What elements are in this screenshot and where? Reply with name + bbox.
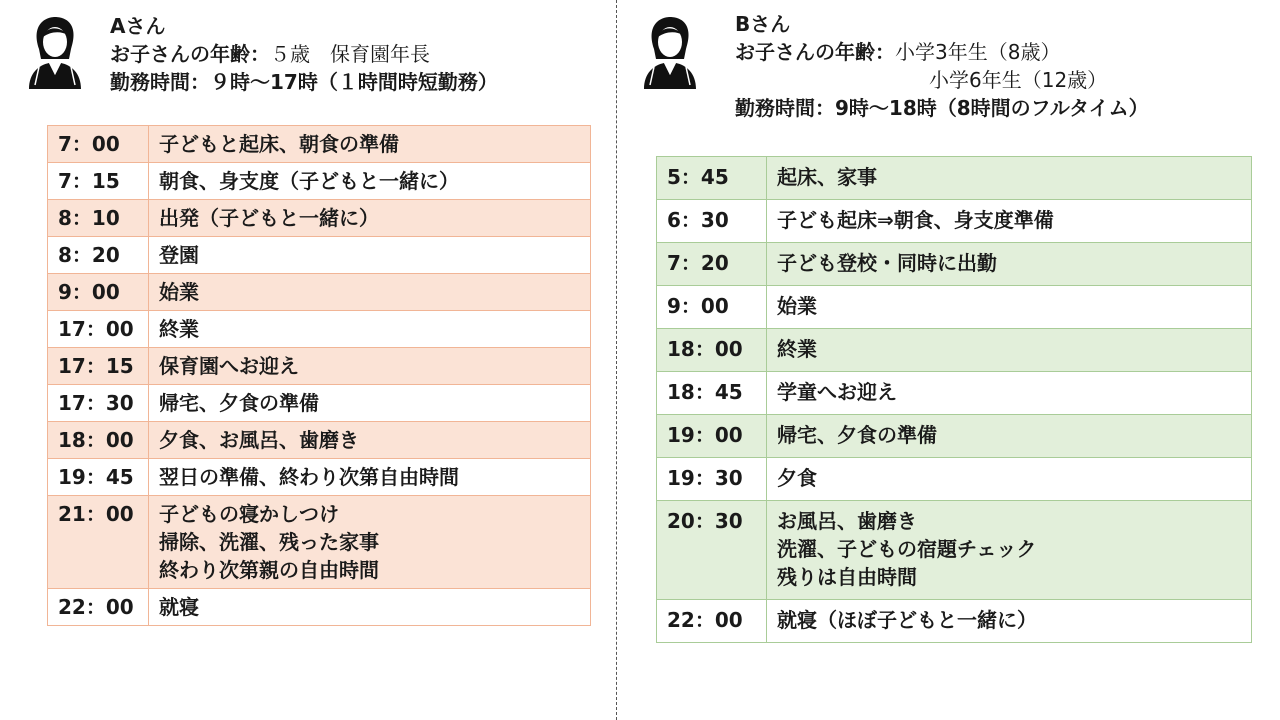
schedule-activity (767, 157, 1252, 200)
activity-line: 子どもの寝かしつけ (159, 502, 339, 526)
schedule-table-a (47, 125, 591, 626)
child-age-label: お子さんの年齢： (110, 42, 270, 66)
schedule-time: 19：00 (657, 415, 767, 458)
schedule-row (657, 157, 1252, 200)
child-age-value: 小学3年生（8歳） (895, 40, 1061, 64)
activity-line: 始業 (777, 294, 817, 318)
schedule-activity (149, 422, 591, 459)
activity-line: 夕食、お風呂、歯磨き (159, 428, 359, 452)
schedule-time: 9：00 (48, 274, 149, 311)
profile-a (110, 12, 498, 96)
activity-line: 出発（子どもと一緒に） (159, 206, 379, 230)
work-hours-value: ９時～17時（１時間時短勤務） (210, 70, 498, 94)
schedule-time: 7：00 (48, 126, 149, 163)
schedule-time: 9：00 (657, 286, 767, 329)
work-hours-value: 9時～18時（8時間のフルタイム） (835, 96, 1149, 120)
schedule-row (48, 589, 591, 626)
schedule-time: 18：00 (48, 422, 149, 459)
schedule-activity (149, 459, 591, 496)
schedule-activity (767, 415, 1252, 458)
schedule-row (48, 200, 591, 237)
schedule-activity (149, 163, 591, 200)
schedule-time: 18：45 (657, 372, 767, 415)
schedule-activity (767, 329, 1252, 372)
person-name: Aさん (110, 14, 166, 38)
schedule-row (48, 385, 591, 422)
activity-line: 終業 (777, 337, 817, 361)
schedule-time: 19：45 (48, 459, 149, 496)
work-hours-label: 勤務時間： (735, 96, 835, 120)
work-hours-label: 勤務時間： (110, 70, 210, 94)
activity-line: 子ども登校・同時に出勤 (777, 251, 997, 275)
activity-line: 起床、家事 (777, 165, 877, 189)
schedule-activity (149, 200, 591, 237)
activity-line: お風呂、歯磨き (777, 509, 917, 533)
schedule-activity (767, 600, 1252, 643)
activity-line: 翌日の準備、終わり次第自由時間 (159, 465, 459, 489)
schedule-time: 6：30 (657, 200, 767, 243)
schedule-row (48, 163, 591, 200)
schedule-activity (149, 237, 591, 274)
activity-line: 就寝（ほぼ子どもと一緒に） (777, 608, 1037, 632)
schedule-activity (149, 348, 591, 385)
schedule-row (657, 200, 1252, 243)
activity-line: 夕食 (777, 466, 817, 490)
activity-line: 残りは自由時間 (777, 565, 917, 589)
activity-line: 帰宅、夕食の準備 (777, 423, 937, 447)
businesswoman-icon (25, 15, 85, 89)
schedule-activity (767, 501, 1252, 600)
schedule-activity (149, 311, 591, 348)
schedule-row (657, 458, 1252, 501)
schedule-time: 18：00 (657, 329, 767, 372)
schedule-row (48, 422, 591, 459)
schedule-activity (767, 200, 1252, 243)
schedule-activity (149, 589, 591, 626)
schedule-activity (149, 274, 591, 311)
schedule-row (48, 126, 591, 163)
activity-line: 朝食、身支度（子どもと一緒に） (159, 169, 459, 193)
schedule-row (48, 496, 591, 589)
schedule-row (657, 501, 1252, 600)
schedule-row (657, 243, 1252, 286)
schedule-row (48, 274, 591, 311)
schedule-time: 22：00 (48, 589, 149, 626)
activity-line: 子ども起床⇒朝食、身支度準備 (777, 208, 1054, 232)
schedule-time: 8：20 (48, 237, 149, 274)
schedule-row (657, 600, 1252, 643)
activity-line: 登園 (159, 243, 199, 267)
activity-line: 就寝 (159, 595, 199, 619)
schedule-time: 17：00 (48, 311, 149, 348)
schedule-activity (767, 286, 1252, 329)
schedule-time: 20：30 (657, 501, 767, 600)
child-age-value: 小学6年生（12歳） (929, 68, 1108, 92)
businesswoman-icon (640, 15, 700, 89)
schedule-time: 7：15 (48, 163, 149, 200)
schedule-time: 17：15 (48, 348, 149, 385)
schedule-row (48, 311, 591, 348)
schedule-row (657, 415, 1252, 458)
schedule-time: 7：20 (657, 243, 767, 286)
schedule-time: 22：00 (657, 600, 767, 643)
column-divider (616, 0, 617, 720)
schedule-time: 17：30 (48, 385, 149, 422)
activity-line: 始業 (159, 280, 199, 304)
schedule-time: 21：00 (48, 496, 149, 589)
schedule-table-b (656, 156, 1252, 643)
activity-line: 洗濯、子どもの宿題チェック (777, 537, 1037, 561)
schedule-activity (767, 243, 1252, 286)
person-name: Bさん (735, 12, 791, 36)
schedule-activity (767, 458, 1252, 501)
activity-line: 子どもと起床、朝食の準備 (159, 132, 399, 156)
profile-b (735, 10, 1149, 122)
schedule-row (48, 459, 591, 496)
schedule-activity (149, 126, 591, 163)
child-age-value: ５歳 保育園年長 (270, 42, 430, 66)
activity-line: 帰宅、夕食の準備 (159, 391, 319, 415)
schedule-time: 8：10 (48, 200, 149, 237)
activity-line: 終わり次第親の自由時間 (159, 558, 379, 582)
activity-line: 終業 (159, 317, 199, 341)
schedule-row (657, 329, 1252, 372)
schedule-activity (149, 496, 591, 589)
schedule-row (48, 348, 591, 385)
activity-line: 掃除、洗濯、残った家事 (159, 530, 379, 554)
activity-line: 学童へお迎え (777, 380, 897, 404)
schedule-activity (149, 385, 591, 422)
schedule-time: 5：45 (657, 157, 767, 200)
schedule-time: 19：30 (657, 458, 767, 501)
schedule-activity (767, 372, 1252, 415)
schedule-row (657, 286, 1252, 329)
schedule-row (657, 372, 1252, 415)
activity-line: 保育園へお迎え (159, 354, 299, 378)
child-age-label: お子さんの年齢： (735, 40, 895, 64)
schedule-row (48, 237, 591, 274)
